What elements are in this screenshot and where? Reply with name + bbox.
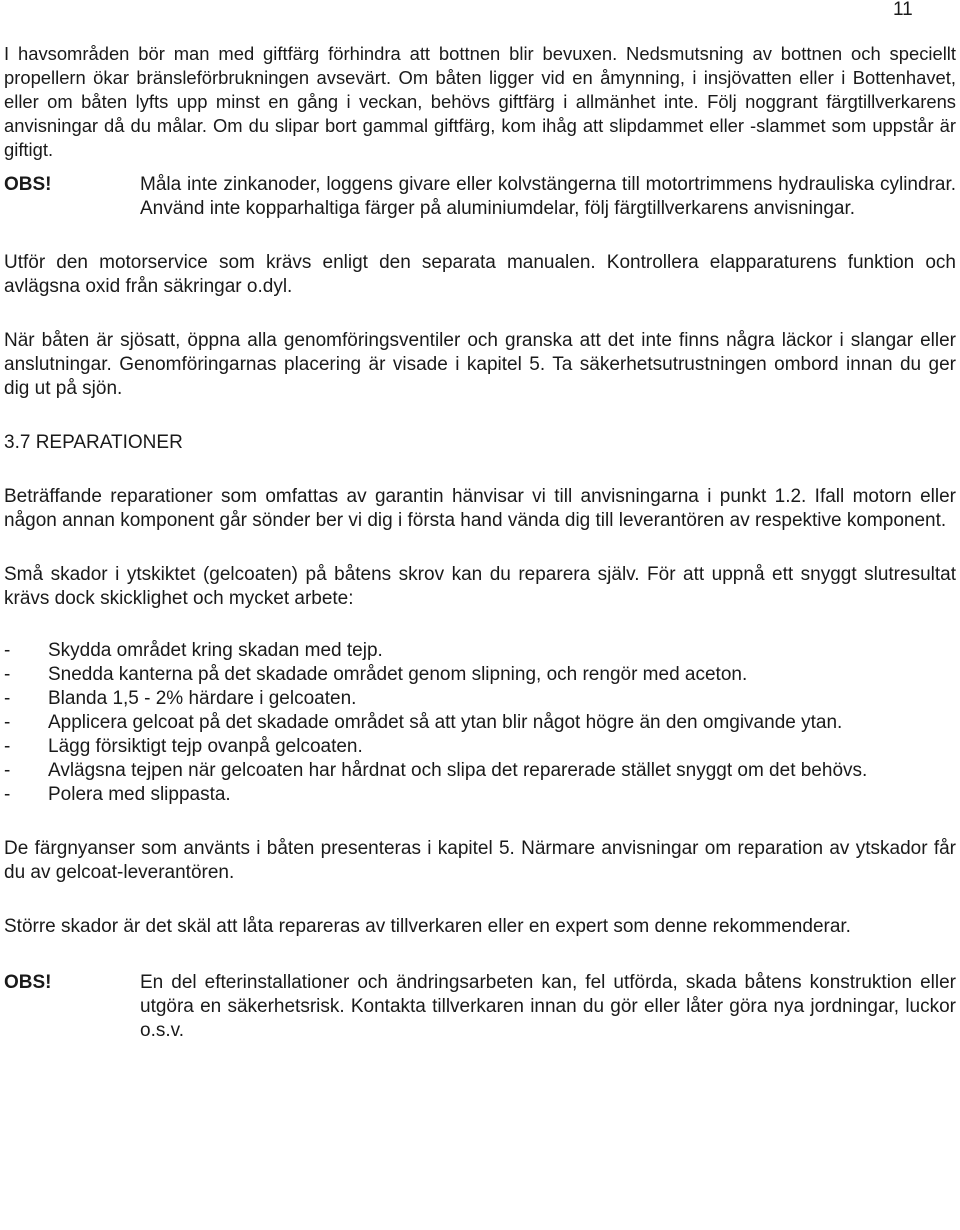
obs-label: OBS! [4,174,52,195]
list-item-text: Blanda 1,5 - 2% härdare i gelcoaten. [48,688,357,709]
obs-text: En del efterinstallationer och ändringsarbeten kan, fel utförda, skada båtens konstruktion eller utgöra en säkerhetsrisk. Kontakta tillverkaren innan du gör eller låter göra nya jordningar, luckor o.s.v. [140,972,956,1041]
list-item-text: Applicera gelcoat på det skadade området så att ytan blir något högre än den omgivande ytan. [48,712,843,733]
paragraph-warranty: Beträffande reparationer som omfattas av garantin hänvisar vi till anvisningarna i punkt 1.2. Ifall motorn eller någon annan komponent går sönder ber vi dig i första hand vända dig till leverantören av respektive komponent. [4,486,956,531]
list-item [4,639,956,663]
list-item-text: Polera med slippasta. [48,784,231,805]
list-item-text: Skydda området kring skadan med tejp. [48,640,383,661]
obs-note-1 [4,173,956,221]
list-item-text: Avlägsna tejpen när gelcoaten har hårdnat och slipa det reparerade stället snyggt om det behövs. [48,760,868,781]
list-dash: - [4,688,11,709]
paragraph-small-damage: Små skador i ytskiktet (gelcoaten) på båtens skrov kan du reparera själv. För att uppnå ett snyggt slutresultat krävs dock skicklighet och mycket arbete: [4,564,956,609]
section-heading: 3.7 REPARATIONER [4,432,183,453]
list-dash: - [4,784,11,805]
list-item [4,711,956,735]
repair-steps-list [4,639,956,807]
list-item [4,663,956,687]
obs-label: OBS! [4,972,52,993]
list-item [4,735,956,759]
paragraph-larger-damage: Större skador är det skäl att låta repareras av tillverkaren eller en expert som denne rekommenderar. [4,916,851,937]
obs-note-2 [4,971,956,1043]
obs-text: Måla inte zinkanoder, loggens givare eller kolvstängerna till motortrimmens hydrauliska cylindrar. Använd inte kopparhaltiga färger på aluminiumdelar, följ färgtillverkarens anvisningar. [140,174,956,219]
list-item-text: Lägg försiktigt tejp ovanpå gelcoaten. [48,736,363,757]
paragraph-launch: När båten är sjösatt, öppna alla genomföringsventiler och granska att det inte finns några läckor i slangar eller anslutningar. Genomföringarnas placering är visade i kapitel 5. Ta säkerhetsutrustningen ombord innan du ger dig ut på sjön. [4,330,956,399]
list-dash: - [4,640,11,661]
paragraph-antifouling: I havsområden bör man med giftfärg förhindra att bottnen blir bevuxen. Nedsmutsning av bottnen och speciellt propellern ökar bränsleförbrukningen avsevärt. Om båten ligger vid en åmynning, i insjövatten eller i Bottenhavet, eller om båten lyfts upp minst en gång i veckan, behövs giftfärg i allmänhet inte. Följ noggrant färgtillverkarens anvisningar då du målar. Om du slipar bort gammal giftfärg, kom ihåg att slipdammet eller -slammet som uppstår är giftigt. [4,43,956,160]
paragraph-motor-service: Utför den motorservice som krävs enligt den separata manualen. Kontrollera elapparaturens funktion och avlägsna oxid från säkringar o.dyl. [4,252,956,297]
list-dash: - [4,760,11,781]
list-dash: - [4,736,11,757]
document-body [4,42,956,1043]
list-dash: - [4,664,11,685]
page-number: 11 [893,0,913,20]
paragraph-color-shades: De färgnyanser som använts i båten presenteras i kapitel 5. Närmare anvisningar om reparation av ytskador får du av gelcoat-leverantören. [4,838,956,883]
list-item [4,783,956,807]
list-item [4,759,956,783]
list-item-text: Snedda kanterna på det skadade området genom slipning, och rengör med aceton. [48,664,748,685]
list-dash: - [4,712,11,733]
list-item [4,687,956,711]
